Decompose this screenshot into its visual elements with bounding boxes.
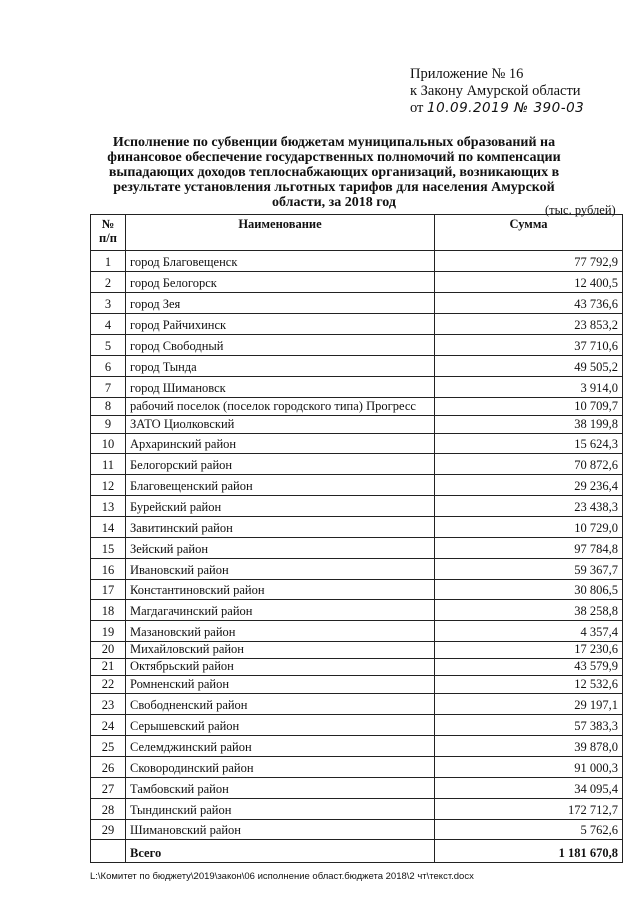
- table-row: [91, 559, 623, 580]
- row-name: Благовещенский район: [126, 475, 435, 496]
- row-number: 4: [91, 314, 126, 335]
- column-header-name: Наименование: [126, 215, 435, 251]
- table-row: [91, 251, 623, 272]
- table-row: [91, 434, 623, 454]
- row-sum: 17 230,6: [435, 642, 623, 659]
- table-row: [91, 538, 623, 559]
- table-row: [91, 757, 623, 778]
- row-sum: 3 914,0: [435, 377, 623, 398]
- row-sum: 4 357,4: [435, 621, 623, 642]
- table-row: [91, 496, 623, 517]
- table-row: [91, 642, 623, 659]
- table-row: [91, 377, 623, 398]
- table-row: [91, 416, 623, 434]
- appendix-law-ref: к Закону Амурской области: [410, 83, 581, 99]
- row-sum: 39 878,0: [435, 736, 623, 757]
- appendix-number: Приложение № 16: [410, 66, 524, 82]
- row-name: город Шимановск: [126, 377, 435, 398]
- row-name: город Райчихинск: [126, 314, 435, 335]
- row-name: Октябрьский район: [126, 659, 435, 676]
- row-number: 25: [91, 736, 126, 757]
- row-sum: 43 736,6: [435, 293, 623, 314]
- row-name: Белогорский район: [126, 454, 435, 475]
- row-number: 11: [91, 454, 126, 475]
- row-number: 27: [91, 778, 126, 799]
- row-name: Селемджинский район: [126, 736, 435, 757]
- table-row: [91, 694, 623, 715]
- row-number: 29: [91, 820, 126, 840]
- row-sum: 172 712,7: [435, 799, 623, 820]
- table-header-row: [91, 215, 623, 251]
- table-row: [91, 799, 623, 820]
- row-name: Бурейский район: [126, 496, 435, 517]
- total-number-cell: [91, 840, 126, 863]
- table-row: [91, 454, 623, 475]
- table-row: [91, 621, 623, 642]
- appendix-date-line: [410, 100, 584, 117]
- row-name: Серышевский район: [126, 715, 435, 736]
- row-number: 6: [91, 356, 126, 377]
- row-number: 28: [91, 799, 126, 820]
- row-sum: 23 853,2: [435, 314, 623, 335]
- table-row: [91, 356, 623, 377]
- row-sum: 38 258,8: [435, 600, 623, 621]
- appendix-header: [410, 66, 584, 117]
- row-sum: 59 367,7: [435, 559, 623, 580]
- table-body: [91, 251, 623, 863]
- row-sum: 37 710,6: [435, 335, 623, 356]
- table-row: [91, 475, 623, 496]
- table-row: [91, 820, 623, 840]
- column-header-number: № п/п: [91, 215, 126, 251]
- row-name: Завитинский район: [126, 517, 435, 538]
- row-sum: 5 762,6: [435, 820, 623, 840]
- units-label: (тыс. рублей): [545, 203, 616, 217]
- row-name: Зейский район: [126, 538, 435, 559]
- table-row: [91, 600, 623, 621]
- row-name: Шимановский район: [126, 820, 435, 840]
- row-name: Сковородинский район: [126, 757, 435, 778]
- row-name: ЗАТО Циолковский: [126, 416, 435, 434]
- row-number: 12: [91, 475, 126, 496]
- row-number: 2: [91, 272, 126, 293]
- table-row: [91, 715, 623, 736]
- file-path-footer: L:\Комитет по бюджету\2019\закон\06 исполнение област.бюджета 2018\2 чт\текст.docx: [90, 871, 474, 882]
- row-number: 9: [91, 416, 126, 434]
- row-sum: 70 872,6: [435, 454, 623, 475]
- row-number: 15: [91, 538, 126, 559]
- row-name: Тындинский район: [126, 799, 435, 820]
- table-row: [91, 335, 623, 356]
- date-prefix: от: [410, 100, 424, 116]
- row-number: 5: [91, 335, 126, 356]
- row-sum: 34 095,4: [435, 778, 623, 799]
- row-number: 17: [91, 580, 126, 600]
- table-row: [91, 272, 623, 293]
- row-name: город Свободный: [126, 335, 435, 356]
- row-name: рабочий поселок (поселок городского типа) Прогресс: [126, 398, 435, 416]
- table-row: [91, 736, 623, 757]
- row-name: город Зея: [126, 293, 435, 314]
- row-sum: 91 000,3: [435, 757, 623, 778]
- row-name: Тамбовский район: [126, 778, 435, 799]
- row-name: Ромненский район: [126, 676, 435, 694]
- row-name: Мазановский район: [126, 621, 435, 642]
- row-sum: 12 400,5: [435, 272, 623, 293]
- row-sum: 43 579,9: [435, 659, 623, 676]
- row-sum: 10 709,7: [435, 398, 623, 416]
- row-number: 20: [91, 642, 126, 659]
- row-sum: 10 729,0: [435, 517, 623, 538]
- row-number: 24: [91, 715, 126, 736]
- row-sum: 23 438,3: [435, 496, 623, 517]
- table-row: [91, 398, 623, 416]
- row-sum: 97 784,8: [435, 538, 623, 559]
- row-number: 19: [91, 621, 126, 642]
- total-label: Всего: [126, 840, 435, 863]
- row-sum: 57 383,3: [435, 715, 623, 736]
- row-number: 14: [91, 517, 126, 538]
- table-row: [91, 580, 623, 600]
- row-name: Константиновский район: [126, 580, 435, 600]
- column-header-sum: Сумма: [435, 215, 623, 251]
- table-row: [91, 517, 623, 538]
- table-total-row: [91, 840, 623, 863]
- handwritten-date-number: 10.09.2019 № 390-03: [427, 100, 585, 116]
- row-number: 13: [91, 496, 126, 517]
- row-sum: 12 532,6: [435, 676, 623, 694]
- table-row: [91, 659, 623, 676]
- row-name: Ивановский район: [126, 559, 435, 580]
- row-number: 16: [91, 559, 126, 580]
- row-name: город Тында: [126, 356, 435, 377]
- row-sum: 77 792,9: [435, 251, 623, 272]
- row-sum: 38 199,8: [435, 416, 623, 434]
- row-number: 7: [91, 377, 126, 398]
- table-row: [91, 314, 623, 335]
- row-number: 21: [91, 659, 126, 676]
- document-title: Исполнение по субвенции бюджетам муниципальных образований на финансовое обеспечение государственных полномочий по компенсации выпадающих доходов теплоснабжающих организаций, возникающих в результате установления льготных тарифов для населения Амурской области, за 2018 год: [107, 135, 561, 210]
- row-number: 26: [91, 757, 126, 778]
- row-name: город Благовещенск: [126, 251, 435, 272]
- row-name: Свободненский район: [126, 694, 435, 715]
- row-number: 3: [91, 293, 126, 314]
- row-sum: 49 505,2: [435, 356, 623, 377]
- row-sum: 15 624,3: [435, 434, 623, 454]
- row-name: Магдагачинский район: [126, 600, 435, 621]
- table-row: [91, 676, 623, 694]
- row-number: 10: [91, 434, 126, 454]
- row-sum: 30 806,5: [435, 580, 623, 600]
- table-row: [91, 293, 623, 314]
- row-number: 23: [91, 694, 126, 715]
- row-number: 8: [91, 398, 126, 416]
- budget-table: [90, 214, 623, 863]
- row-name: Михайловский район: [126, 642, 435, 659]
- total-sum: 1 181 670,8: [435, 840, 623, 863]
- row-name: город Белогорск: [126, 272, 435, 293]
- row-number: 1: [91, 251, 126, 272]
- row-name: Архаринский район: [126, 434, 435, 454]
- row-sum: 29 236,4: [435, 475, 623, 496]
- row-sum: 29 197,1: [435, 694, 623, 715]
- table-row: [91, 778, 623, 799]
- row-number: 18: [91, 600, 126, 621]
- row-number: 22: [91, 676, 126, 694]
